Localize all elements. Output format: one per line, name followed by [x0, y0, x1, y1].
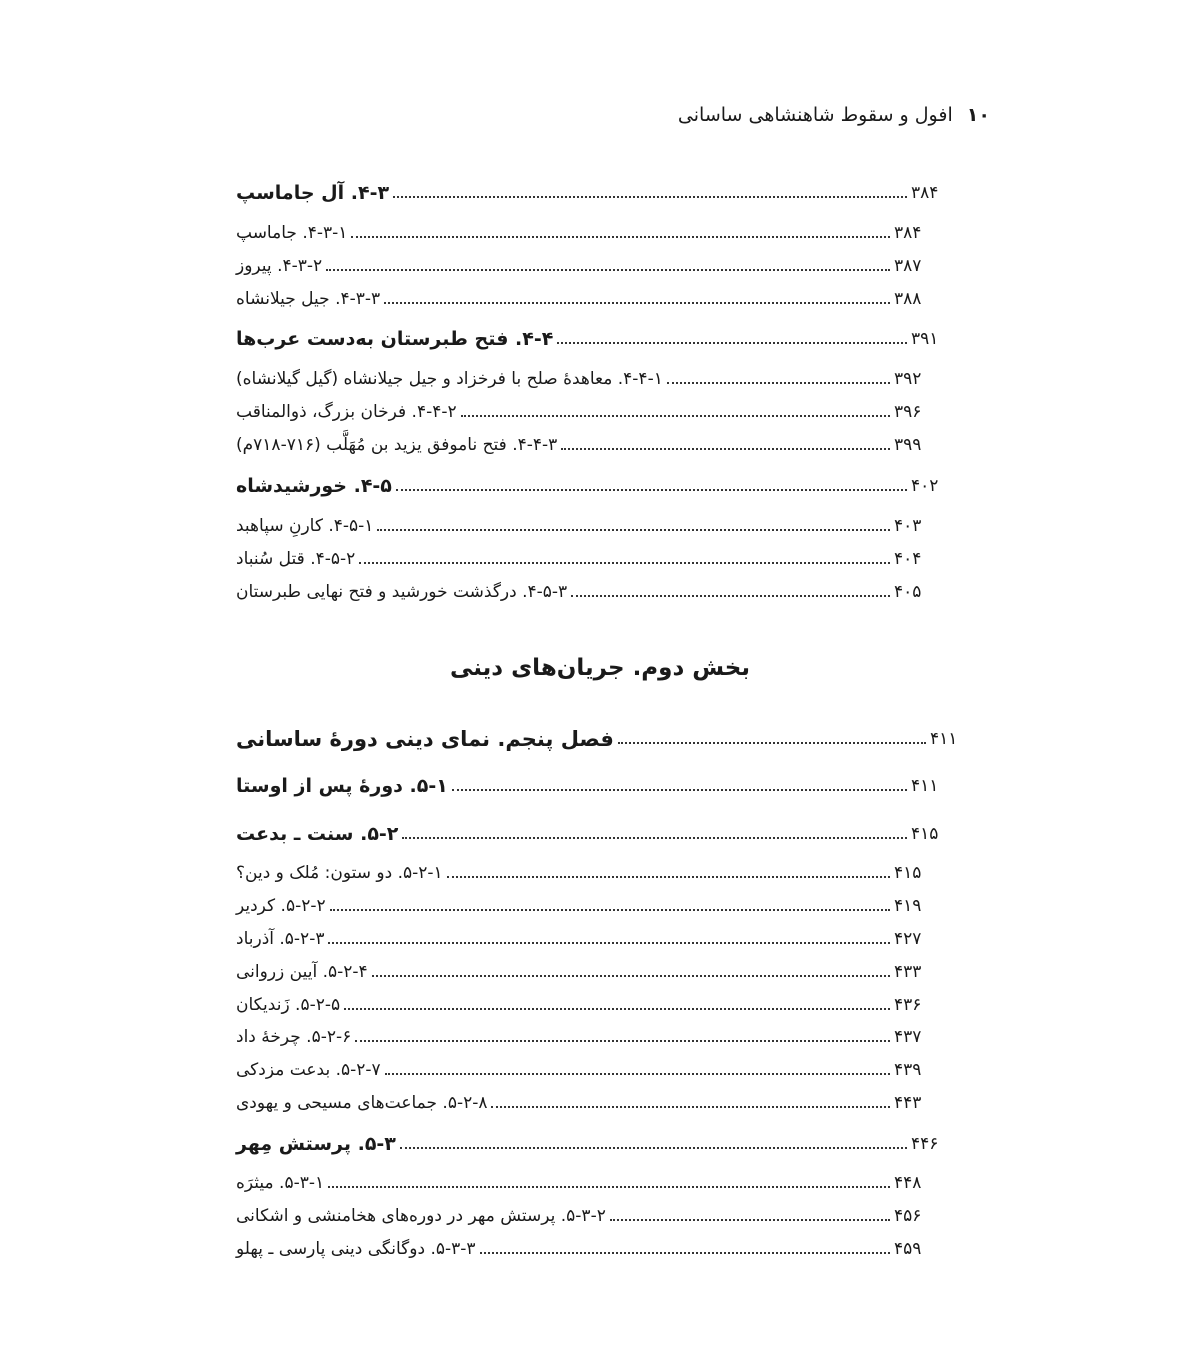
toc-entry-title: ۴-۵-۳. درگذشت خورشید و فتح نهایی طبرستان — [236, 582, 568, 602]
toc-entry-page: ۴۰۵ — [894, 582, 922, 602]
toc-entry-page: ۳۹۶ — [894, 402, 922, 422]
toc-entry[interactable] — [236, 918, 928, 950]
toc-entry-title: ۴-۴-۳. فتح ناموفق یزید بن مُهَلَّب (۷۱۶-۷۱۸م) — [236, 435, 558, 455]
toc-entry-page: ۴۲۷ — [894, 929, 922, 949]
toc-entry-title: ۵-۱. دورهٔ پس از اوستا — [236, 775, 448, 797]
dot-leader — [385, 1072, 890, 1075]
toc-entry-page: ۴۱۹ — [894, 896, 922, 916]
toc-entry-page: ۴۰۳ — [894, 516, 922, 536]
toc-entry-title: ۵-۲-۵. زَندیکان — [236, 995, 341, 1015]
toc-entry-title: ۴-۴-۲. فرخان بزرگ، ذوالمناقب — [236, 402, 457, 422]
dot-leader — [667, 381, 890, 384]
dot-leader — [561, 447, 890, 450]
toc-entry[interactable] — [236, 172, 945, 204]
toc-entry-title: ۵-۲-۸. جماعت‌های مسیحی و یهودی — [236, 1093, 488, 1113]
dot-leader — [402, 836, 907, 839]
toc-entry-title: ۵-۲-۱. دو ستون: مُلک و دین؟ — [236, 863, 443, 883]
toc-entry[interactable] — [236, 1195, 928, 1227]
toc-entry[interactable] — [236, 1016, 928, 1048]
toc-entry-title: ۴-۳-۱. جاماسپ — [236, 223, 348, 243]
toc-entry-title: ۴-۵. خورشیدشاه — [236, 475, 392, 497]
toc-entry-page: ۴۳۶ — [894, 995, 922, 1015]
toc-entry[interactable] — [236, 813, 945, 845]
book-title: افول و سقوط شاهنشاهی ساسانی — [677, 104, 953, 126]
toc-entry-page: ۳۹۹ — [894, 435, 922, 455]
toc-entry-page: ۴۱۵ — [894, 863, 922, 883]
toc-entry[interactable] — [236, 212, 928, 244]
toc-entry-title: ۵-۳-۱. میثرَه — [236, 1173, 325, 1193]
toc-entry-page: ۴۱۱ — [911, 776, 939, 796]
dot-leader — [610, 1218, 890, 1221]
dot-leader — [393, 195, 907, 198]
dot-leader — [344, 1007, 890, 1010]
toc-entry[interactable] — [236, 424, 928, 456]
toc-entry[interactable] — [236, 951, 928, 983]
toc-entry[interactable] — [236, 765, 945, 797]
toc-entry-title: ۵-۲-۲. کردیر — [236, 896, 326, 916]
toc-entry-page: ۴۳۹ — [894, 1060, 922, 1080]
toc-entry-page: ۴۳۳ — [894, 962, 922, 982]
dot-leader — [359, 561, 890, 564]
dot-leader — [461, 414, 890, 417]
toc-entry-page: ۴۱۱ — [930, 729, 958, 749]
part-heading: بخش دوم. جریان‌های دینی — [450, 655, 750, 681]
toc-entry-title: ۵-۳. پرستش مِهر — [236, 1133, 396, 1155]
toc-entry-page: ۳۸۴ — [894, 223, 922, 243]
dot-leader — [355, 1039, 890, 1042]
toc-entry[interactable] — [236, 1162, 928, 1194]
toc-entry[interactable] — [236, 358, 928, 390]
dot-leader — [396, 488, 907, 491]
toc-entry-page: ۳۸۸ — [894, 289, 922, 309]
toc-entry[interactable] — [236, 278, 928, 310]
toc-entry-title: ۴-۳-۳. جیل جیلانشاه — [236, 289, 381, 309]
toc-entry[interactable] — [236, 885, 928, 917]
toc-entry-title: ۴-۳-۲. پیروز — [236, 256, 323, 276]
dot-leader — [400, 1146, 907, 1149]
toc-chapter-entry[interactable] — [236, 718, 964, 750]
toc-entry[interactable] — [236, 1049, 928, 1081]
toc-entry[interactable] — [236, 505, 928, 537]
toc-entry-page: ۴۴۶ — [911, 1134, 939, 1154]
toc-entry-page: ۴۰۲ — [911, 476, 939, 496]
toc-entry-page: ۴۴۸ — [894, 1173, 922, 1193]
toc-entry-title: ۴-۵-۲. قتل سُنباد — [236, 549, 356, 569]
toc-entry-title: ۴-۴-۱. معاهدهٔ صلح با فرخزاد و جیل جیلانشاه (گیل گیلانشاه) — [236, 369, 663, 389]
dot-leader — [377, 528, 890, 531]
dot-leader — [447, 875, 890, 878]
toc-entry-title: ۵-۲-۶. چرخهٔ داد — [236, 1027, 352, 1047]
toc-entry-title: ۴-۳. آل جاماسپ — [236, 182, 390, 204]
toc-entry-title: ۵-۲-۴. آیین زروانی — [236, 962, 368, 982]
toc-entry-page: ۴۳۷ — [894, 1027, 922, 1047]
dot-leader — [384, 301, 890, 304]
toc-entry-page: ۳۹۲ — [894, 369, 922, 389]
dot-leader — [452, 788, 907, 791]
toc-entry-page: ۴۱۵ — [911, 824, 939, 844]
toc-entry[interactable] — [236, 465, 945, 497]
toc-entry-title: ۵-۲-۳. آذرباد — [236, 929, 325, 949]
dot-leader — [372, 974, 890, 977]
toc-entry[interactable] — [236, 245, 928, 277]
toc-entry-page: ۴۵۶ — [894, 1206, 922, 1226]
dot-leader — [480, 1251, 890, 1254]
toc-entry-page: ۴۴۳ — [894, 1093, 922, 1113]
toc-entry[interactable] — [236, 538, 928, 570]
toc-entry-page: ۳۹۱ — [911, 329, 939, 349]
dot-leader — [557, 341, 907, 344]
dot-leader — [491, 1105, 890, 1108]
dot-leader — [618, 741, 926, 744]
dot-leader — [328, 941, 890, 944]
toc-entry[interactable] — [236, 571, 928, 603]
toc-entry[interactable] — [236, 1082, 928, 1114]
toc-entry-page: ۴۵۹ — [894, 1239, 922, 1259]
running-head — [678, 104, 990, 126]
dot-leader — [328, 1185, 890, 1188]
toc-entry-page: ۳۸۴ — [911, 183, 939, 203]
toc-entry[interactable] — [236, 318, 945, 350]
dot-leader — [351, 235, 890, 238]
toc-entry-title: ۵-۲-۷. بدعت مزدکی — [236, 1060, 381, 1080]
toc-entry-title: ۵-۳-۳. دوگانگی دینی پارسی ـ پهلو — [236, 1239, 476, 1259]
toc-entry-title: ۵-۲. سنت ـ بدعت — [236, 823, 399, 845]
page-number: ۱۰ — [966, 104, 990, 126]
dot-leader — [330, 908, 890, 911]
toc-entry-page: ۴۰۴ — [894, 549, 922, 569]
toc-entry-title: فصل پنجم. نمای دینی دورهٔ ساسانی — [236, 727, 614, 751]
dot-leader — [571, 594, 890, 597]
toc-entry-page: ۳۸۷ — [894, 256, 922, 276]
toc-entry[interactable] — [236, 1123, 945, 1155]
toc-entry-title: ۴-۴. فتح طبرستان به‌دست عرب‌ها — [236, 328, 554, 350]
toc-entry[interactable] — [236, 984, 928, 1016]
toc-entry-title: ۵-۳-۲. پرستش مهر در دوره‌های هخامنشی و اشکانی — [236, 1206, 606, 1226]
toc-entry[interactable] — [236, 1228, 928, 1260]
toc-entry-title: ۴-۵-۱. کارنِ سپاهبد — [236, 516, 374, 536]
toc-entry[interactable] — [236, 391, 928, 423]
toc-entry[interactable] — [236, 852, 928, 884]
dot-leader — [326, 268, 890, 271]
